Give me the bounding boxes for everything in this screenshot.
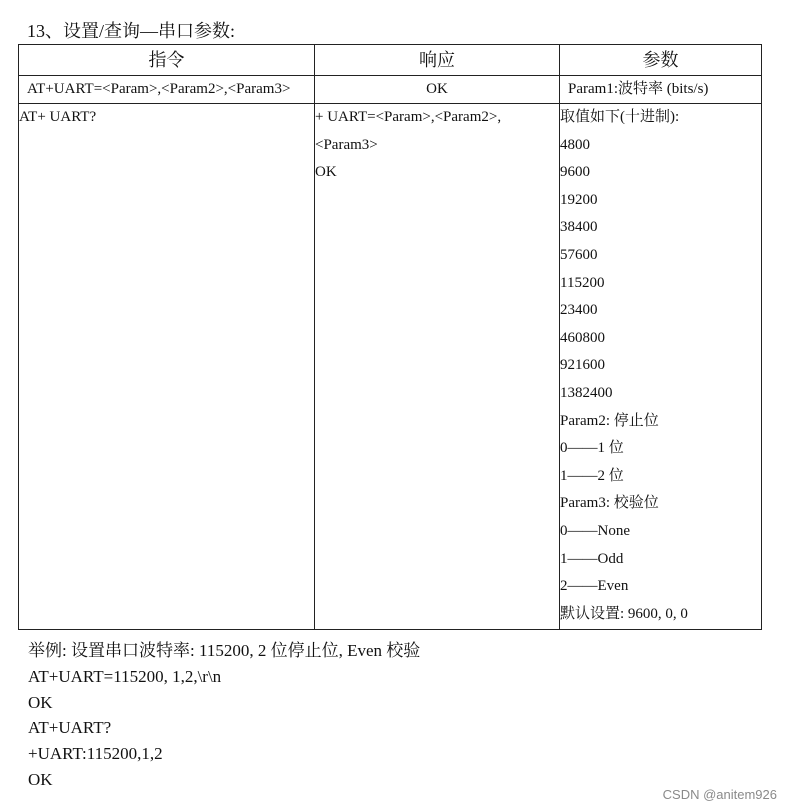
baud-value: 23400 bbox=[560, 302, 598, 319]
example-title: 举例: 设置串口波特率: 115200, 2 位停止位, Even 校验 bbox=[28, 641, 421, 660]
example-line: AT+UART=115200, 1,2,\r\n bbox=[28, 666, 222, 686]
command-table bbox=[18, 44, 762, 630]
section-title: 13、设置/查询—串口参数: bbox=[27, 21, 236, 41]
table-row bbox=[19, 76, 762, 104]
param2-label: Param2: 停止位 bbox=[560, 412, 659, 429]
response-line: OK bbox=[315, 164, 337, 181]
param-list-cell bbox=[560, 104, 762, 630]
example-block bbox=[28, 638, 420, 793]
param3-label: Param3: 校验位 bbox=[560, 495, 659, 512]
param-line: 取值如下(十进制): bbox=[560, 109, 680, 125]
default-setting: 默认设置: 9600, 0, 0 bbox=[560, 605, 688, 622]
query-command: AT+ UART? bbox=[19, 109, 97, 125]
table-header-row bbox=[19, 45, 762, 76]
header-param: 参数 bbox=[560, 45, 762, 76]
parity-option: 2——Even bbox=[560, 578, 629, 595]
baud-value: 4800 bbox=[560, 136, 590, 153]
header-command: 指令 bbox=[19, 45, 315, 76]
baud-value: 921600 bbox=[560, 357, 605, 374]
baud-value: 57600 bbox=[560, 246, 598, 263]
param1-label-cell: Param1:波特率 (bits/s) bbox=[560, 76, 762, 104]
response-line: + UART=<Param>,<Param2>, bbox=[315, 109, 502, 125]
baud-value: 38400 bbox=[560, 219, 598, 236]
baud-value: 9600 bbox=[560, 164, 590, 181]
baud-value: 460800 bbox=[560, 329, 605, 346]
stop-bit-option: 0——1 位 bbox=[560, 440, 624, 457]
parity-option: 1——Odd bbox=[560, 550, 624, 567]
stop-bit-option: 1——2 位 bbox=[560, 467, 624, 484]
example-line: OK bbox=[28, 769, 53, 789]
set-command-cell: AT+UART=<Param>,<Param2>,<Param3> bbox=[19, 76, 315, 104]
query-response-cell bbox=[315, 104, 560, 630]
watermark: CSDN @anitem926 bbox=[662, 787, 777, 802]
example-line: OK bbox=[28, 692, 53, 712]
response-line: <Param3> bbox=[315, 136, 378, 153]
baud-value: 115200 bbox=[560, 274, 605, 291]
set-response-cell: OK bbox=[315, 76, 560, 104]
example-line: +UART:115200,1,2 bbox=[28, 744, 163, 764]
query-command-cell bbox=[19, 104, 315, 630]
table-row bbox=[19, 104, 762, 630]
example-line: AT+UART? bbox=[28, 718, 112, 738]
baud-value: 1382400 bbox=[560, 384, 613, 401]
header-response: 响应 bbox=[315, 45, 560, 76]
parity-option: 0——None bbox=[560, 522, 630, 539]
baud-value: 19200 bbox=[560, 191, 598, 208]
